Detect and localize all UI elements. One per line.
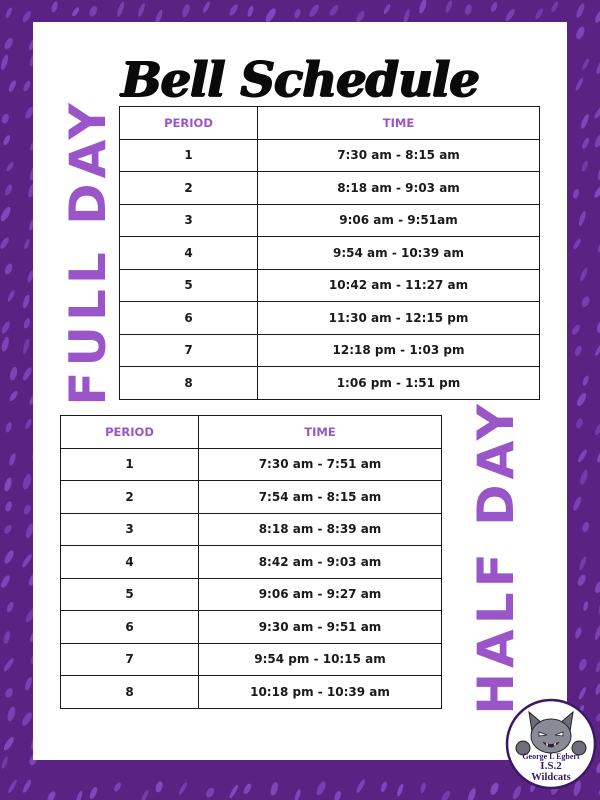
background-dot: [21, 553, 34, 569]
background-dot: [582, 601, 589, 612]
background-dot: [579, 469, 590, 486]
background-dot: [579, 113, 590, 129]
background-dot: [4, 687, 14, 699]
background-dot: [572, 237, 582, 250]
background-dot: [396, 783, 405, 797]
background-dot: [0, 574, 12, 589]
background-dot: [269, 781, 279, 796]
background-dot: [202, 1, 212, 14]
background-dot: [2, 134, 11, 146]
background-dot: [88, 5, 99, 18]
background-dot: [0, 54, 10, 71]
background-dot: [579, 267, 589, 282]
period-cell: 2: [61, 481, 199, 514]
background-dot: [75, 790, 84, 800]
table-row: [61, 643, 442, 676]
period-header: PERIOD: [61, 416, 199, 449]
background-dot: [444, 0, 453, 14]
background-dot: [570, 323, 581, 336]
background-dot: [46, 790, 57, 800]
time-cell: 9:54 pm - 10:15 am: [199, 643, 442, 676]
table-row: [61, 448, 442, 481]
background-dot: [308, 3, 321, 18]
background-dot: [578, 210, 587, 226]
table-row: [120, 367, 540, 400]
background-dot: [593, 624, 600, 641]
background-dot: [534, 7, 545, 20]
background-dot: [4, 7, 13, 19]
period-cell: 8: [61, 676, 199, 709]
background-dot: [581, 137, 591, 150]
background-dot: [581, 58, 591, 71]
background-dot: [464, 4, 473, 16]
background-dot: [595, 660, 600, 673]
table-row: [120, 139, 540, 172]
period-cell: 7: [120, 334, 258, 367]
background-dot: [2, 630, 11, 644]
background-dot: [24, 676, 34, 691]
table-row: [61, 546, 442, 579]
background-dot: [113, 781, 123, 792]
background-dot: [328, 3, 340, 17]
time-cell: 8:42 am - 9:03 am: [199, 546, 442, 579]
background-dot: [228, 3, 239, 17]
period-header: PERIOD: [120, 107, 258, 140]
background-dot: [575, 2, 586, 18]
background-dot: [21, 779, 32, 794]
time-cell: 9:54 am - 10:39 am: [258, 237, 540, 270]
time-cell: 8:18 am - 9:03 am: [258, 172, 540, 205]
background-dot: [597, 166, 600, 181]
background-dot: [8, 390, 19, 403]
background-dot: [575, 25, 587, 40]
background-dot: [21, 366, 33, 381]
background-dot: [6, 706, 17, 722]
table-row: [120, 302, 540, 335]
background-dot: [594, 422, 600, 436]
background-dot: [6, 601, 15, 613]
table-row: [120, 334, 540, 367]
background-dot: [333, 790, 342, 800]
period-cell: 1: [120, 139, 258, 172]
time-cell: 7:30 am - 7:51 am: [199, 448, 442, 481]
background-dot: [181, 3, 191, 18]
background-dot: [580, 295, 591, 308]
background-dot: [574, 77, 584, 92]
time-cell: 12:18 pm - 1:03 pm: [258, 334, 540, 367]
background-dot: [3, 262, 14, 275]
background-dot: [380, 781, 388, 793]
school-logo: [505, 698, 597, 790]
time-cell: 11:30 am - 12:15 pm: [258, 302, 540, 335]
background-dot: [593, 133, 600, 149]
background-dot: [595, 59, 600, 75]
time-cell: 8:18 am - 8:39 am: [199, 513, 442, 546]
table-row: [120, 172, 540, 205]
background-dot: [574, 627, 583, 640]
period-cell: 2: [120, 172, 258, 205]
background-dot: [550, 0, 559, 13]
time-cell: 9:06 am - 9:27 am: [199, 578, 442, 611]
background-dot: [0, 336, 10, 352]
background-dot: [582, 375, 590, 387]
background-dot: [8, 452, 17, 466]
table-row: [120, 269, 540, 302]
time-cell: 9:06 am - 9:51am: [258, 204, 540, 237]
full-day-table: [119, 106, 540, 400]
background-dot: [418, 0, 428, 14]
background-dot: [2, 736, 15, 752]
time-cell: 9:30 am - 9:51 am: [199, 611, 442, 644]
background-dot: [0, 236, 11, 250]
background-dot: [578, 658, 588, 672]
time-cell: 7:30 am - 8:15 am: [258, 139, 540, 172]
background-dot: [595, 448, 600, 464]
table-row: [61, 611, 442, 644]
background-dot: [24, 418, 33, 430]
background-dot: [3, 524, 13, 536]
background-dot: [593, 184, 600, 199]
background-dot: [575, 392, 588, 408]
background-dot: [22, 294, 31, 309]
background-dot: [137, 2, 147, 17]
background-dot: [116, 1, 126, 18]
period-cell: 5: [120, 269, 258, 302]
background-dot: [575, 417, 584, 429]
background-dot: [504, 8, 517, 23]
background-dot: [246, 5, 254, 17]
background-dot: [595, 683, 600, 695]
background-dot: [581, 160, 590, 172]
full-day-label: FULL DAY: [59, 98, 117, 406]
half-day-table: [60, 415, 442, 709]
background-dot: [7, 289, 16, 302]
background-dot: [293, 8, 302, 20]
background-dot: [593, 580, 600, 594]
background-dot: [581, 521, 590, 533]
background-dot: [20, 711, 33, 727]
time-header: TIME: [258, 107, 540, 140]
background-dot: [7, 779, 18, 795]
background-dot: [440, 789, 452, 800]
background-dot: [4, 421, 13, 433]
background-dot: [23, 318, 32, 330]
period-cell: 4: [120, 237, 258, 270]
background-dot: [228, 784, 239, 799]
period-cell: 4: [61, 546, 199, 579]
background-dot: [3, 549, 16, 565]
table-header-row: [61, 416, 442, 449]
background-dot: [50, 1, 59, 14]
page-title: Bell Schedule: [121, 52, 479, 108]
background-dot: [9, 366, 19, 381]
period-cell: 6: [61, 611, 199, 644]
background-dot: [593, 10, 600, 24]
table-row: [61, 513, 442, 546]
time-cell: 7:54 am - 8:15 am: [199, 481, 442, 514]
background-dot: [21, 473, 32, 490]
background-dot: [22, 80, 32, 93]
background-dot: [294, 789, 302, 800]
background-dot: [0, 320, 11, 335]
background-dot: [242, 782, 253, 795]
background-dot: [572, 188, 580, 199]
table-row: [120, 237, 540, 270]
background-dot: [593, 105, 600, 119]
background-dot: [3, 477, 13, 492]
period-cell: 1: [61, 448, 199, 481]
table-row: [61, 481, 442, 514]
background-dot: [71, 6, 81, 17]
background-dot: [88, 786, 98, 800]
background-dot: [154, 780, 164, 793]
period-cell: 3: [61, 513, 199, 546]
table-row: [61, 578, 442, 611]
period-cell: 5: [61, 578, 199, 611]
logo-school-code: I.S.2: [540, 760, 562, 772]
background-dot: [5, 161, 14, 172]
background-dot: [140, 789, 150, 800]
period-cell: 6: [120, 302, 258, 335]
background-dot: [0, 756, 9, 770]
background-dot: [22, 504, 32, 516]
period-cell: 3: [120, 204, 258, 237]
logo-mascot-name: Wildcats: [531, 772, 571, 783]
background-dot: [23, 238, 31, 250]
background-dot: [466, 787, 477, 800]
background-dot: [0, 205, 13, 222]
background-dot: [4, 183, 14, 196]
background-dot: [2, 657, 15, 673]
background-dot: [315, 780, 328, 796]
logo-school-name: George L Egbert: [522, 752, 580, 761]
background-dot: [573, 345, 583, 357]
background-dot: [178, 781, 189, 795]
background-dot: [0, 113, 10, 125]
background-dot: [596, 320, 600, 334]
background-dot: [4, 500, 13, 512]
table-header-row: [120, 107, 540, 140]
background-dot: [489, 781, 500, 795]
period-cell: 7: [61, 643, 199, 676]
time-cell: 1:06 pm - 1:51 pm: [258, 367, 540, 400]
period-cell: 8: [120, 367, 258, 400]
background-dot: [355, 778, 366, 793]
background-dot: [7, 79, 17, 93]
background-dot: [578, 556, 588, 571]
background-dot: [490, 1, 499, 13]
time-header: TIME: [199, 416, 442, 449]
background-dot: [383, 3, 392, 15]
background-dot: [572, 496, 583, 512]
background-dot: [594, 343, 600, 357]
background-dot: [204, 786, 215, 799]
background-dot: [419, 782, 426, 794]
background-dot: [3, 37, 15, 51]
table-row: [120, 204, 540, 237]
background-dot: [596, 238, 600, 253]
background-dot: [576, 573, 587, 586]
background-dot: [22, 338, 31, 355]
background-dot: [577, 448, 589, 463]
time-cell: 10:42 am - 11:27 am: [258, 269, 540, 302]
half-day-label: HALF DAY: [467, 399, 525, 715]
background-dot: [21, 10, 32, 24]
time-cell: 10:18 pm - 10:39 am: [199, 676, 442, 709]
table-row: [61, 676, 442, 709]
